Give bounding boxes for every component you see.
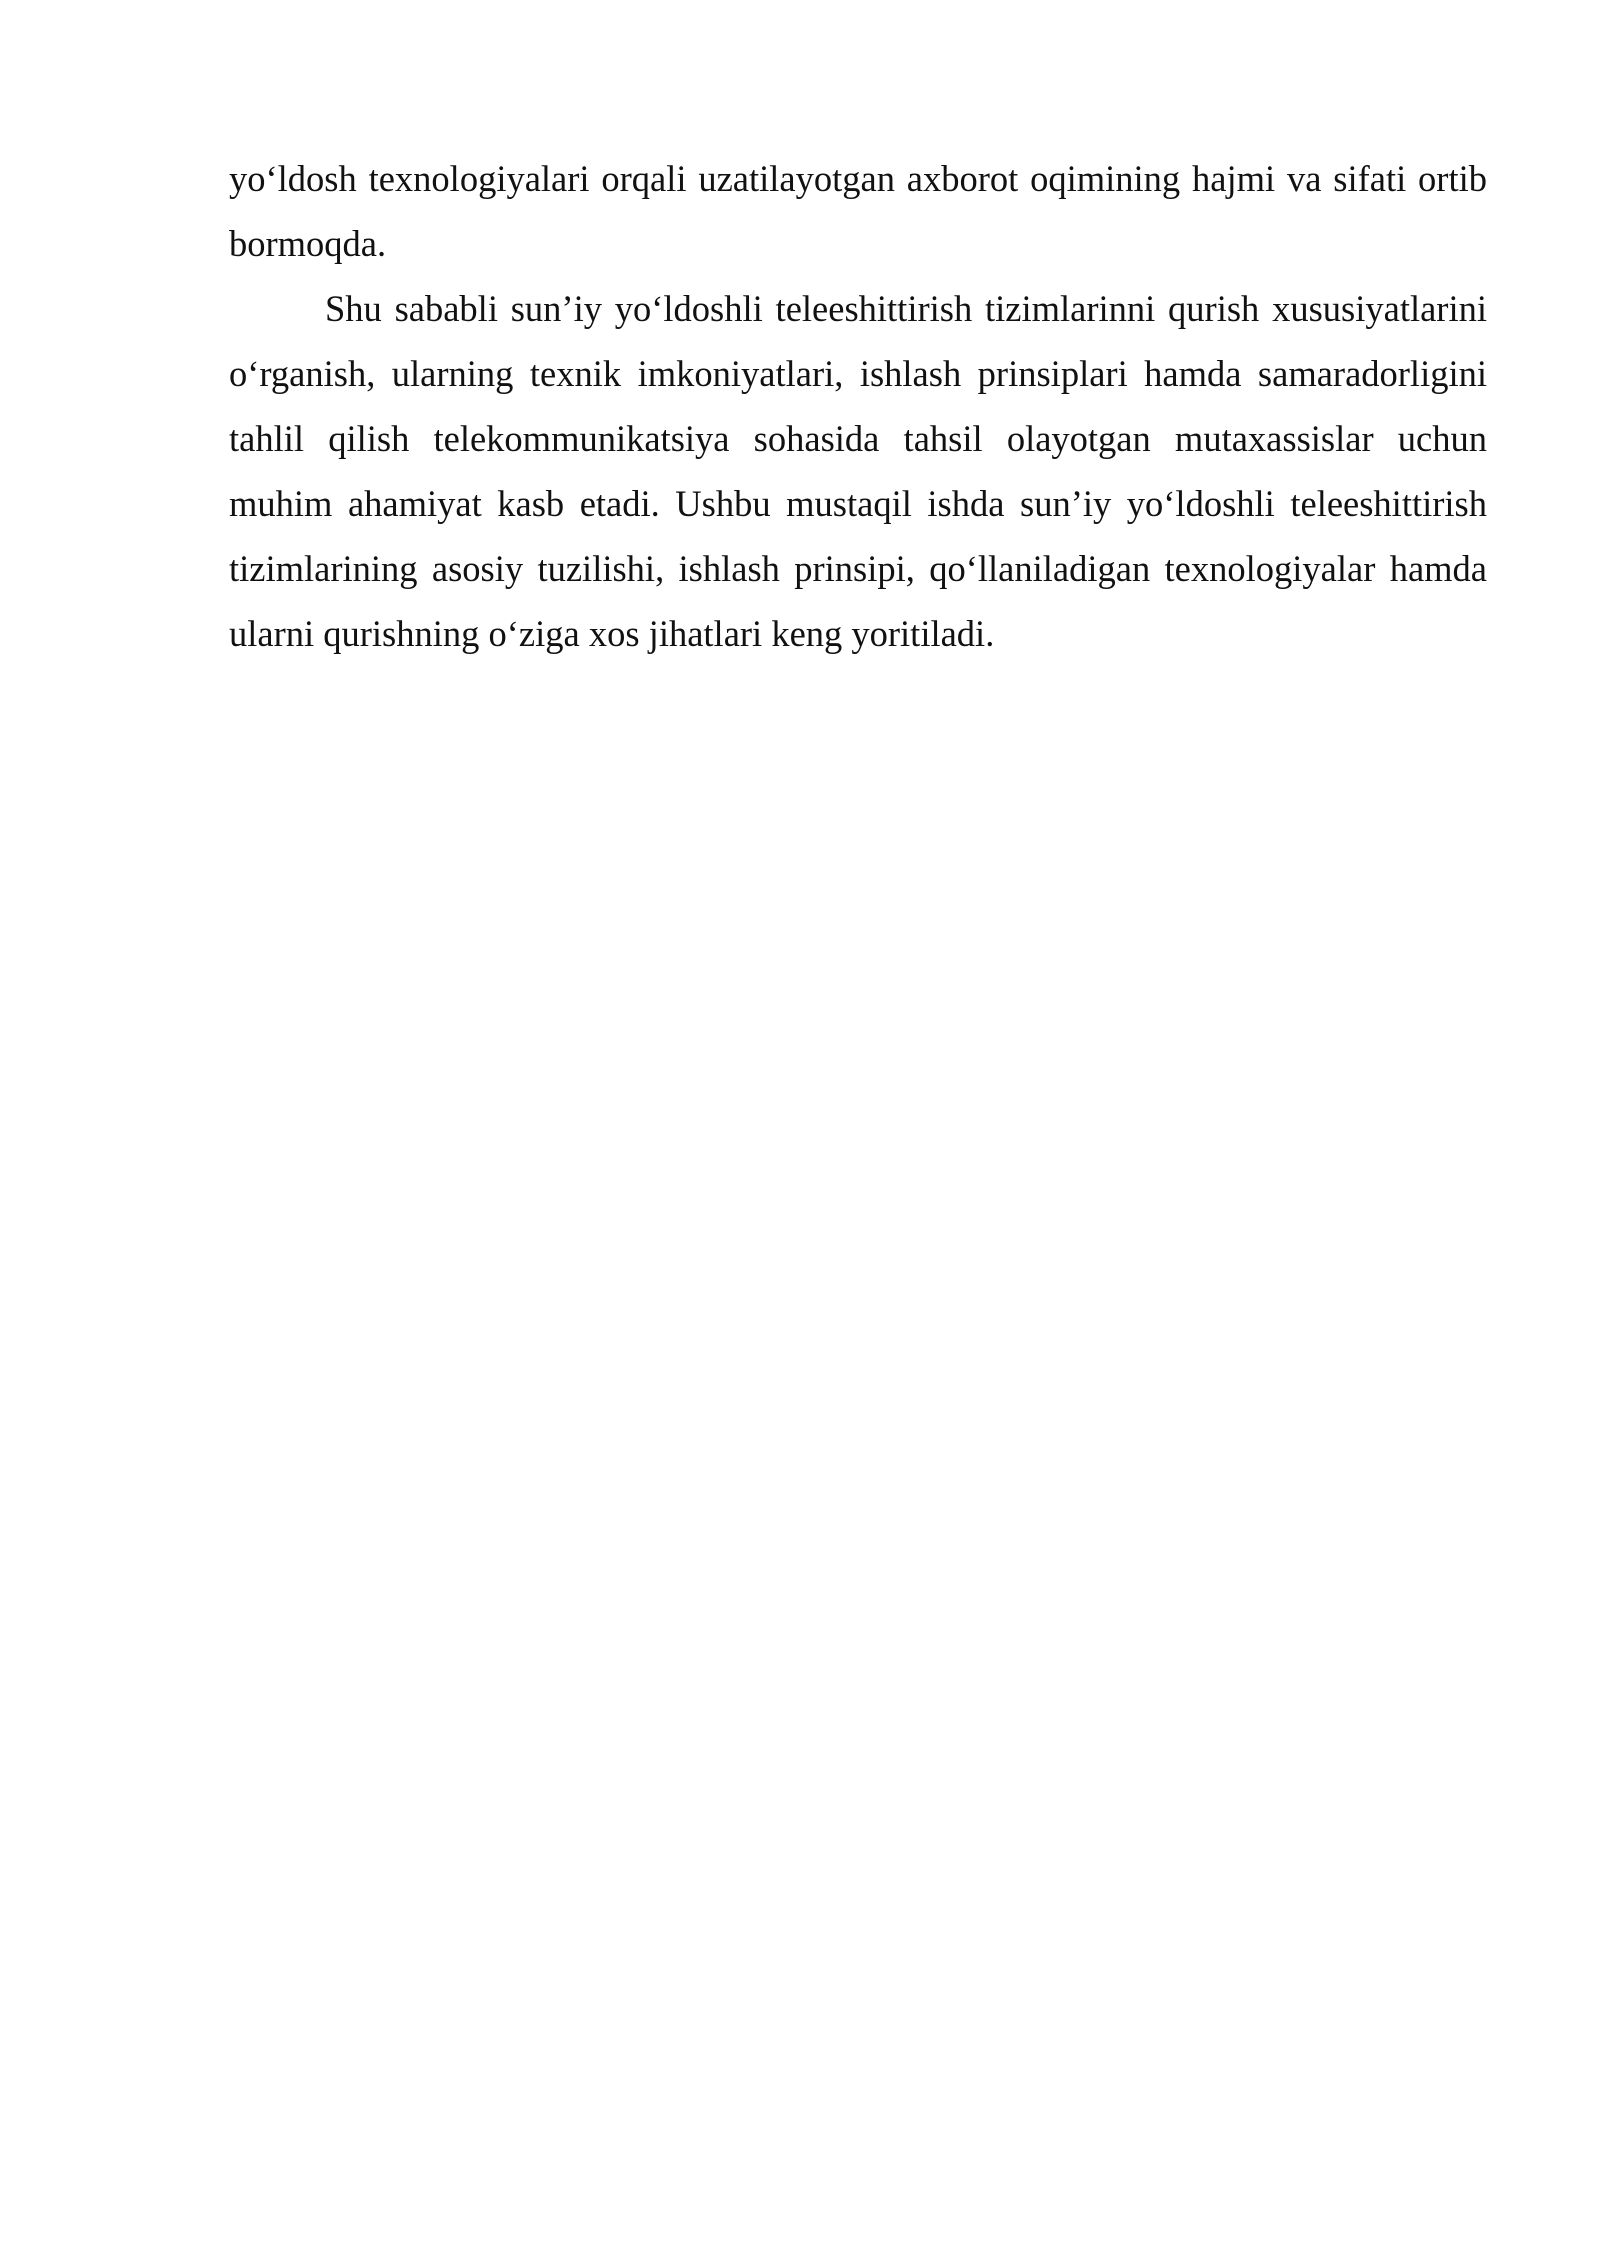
paragraph-continuation: yo‘ldosh texnologiyalari orqali uzatilayotgan axborot oqimining hajmi va sifati ortib bormoqda. bbox=[229, 158, 1487, 264]
paragraph-main: Shu sababli sun’iy yo‘ldoshli teleeshittirish tizimlarinni qurish xususiyatlarini o‘rganish, ularning texnik imkoniyatlari, ishlash prinsiplari hamda samaradorligini tahlil qilish telekommunikatsiya sohasida tahsil olayotgan mutaxassislar uchun muhim ahamiyat kasb etadi. Ushbu mustaqil ishda sun’iy yo‘ldoshli teleeshittirish tizimlarining asosiy tuzilishi, ishlash prinsipi, qo‘llaniladigan texnologiyalar hamda ularni qurishning o‘ziga xos jihatlari keng yoritiladi. bbox=[229, 288, 1487, 654]
body-text bbox=[229, 146, 1487, 666]
